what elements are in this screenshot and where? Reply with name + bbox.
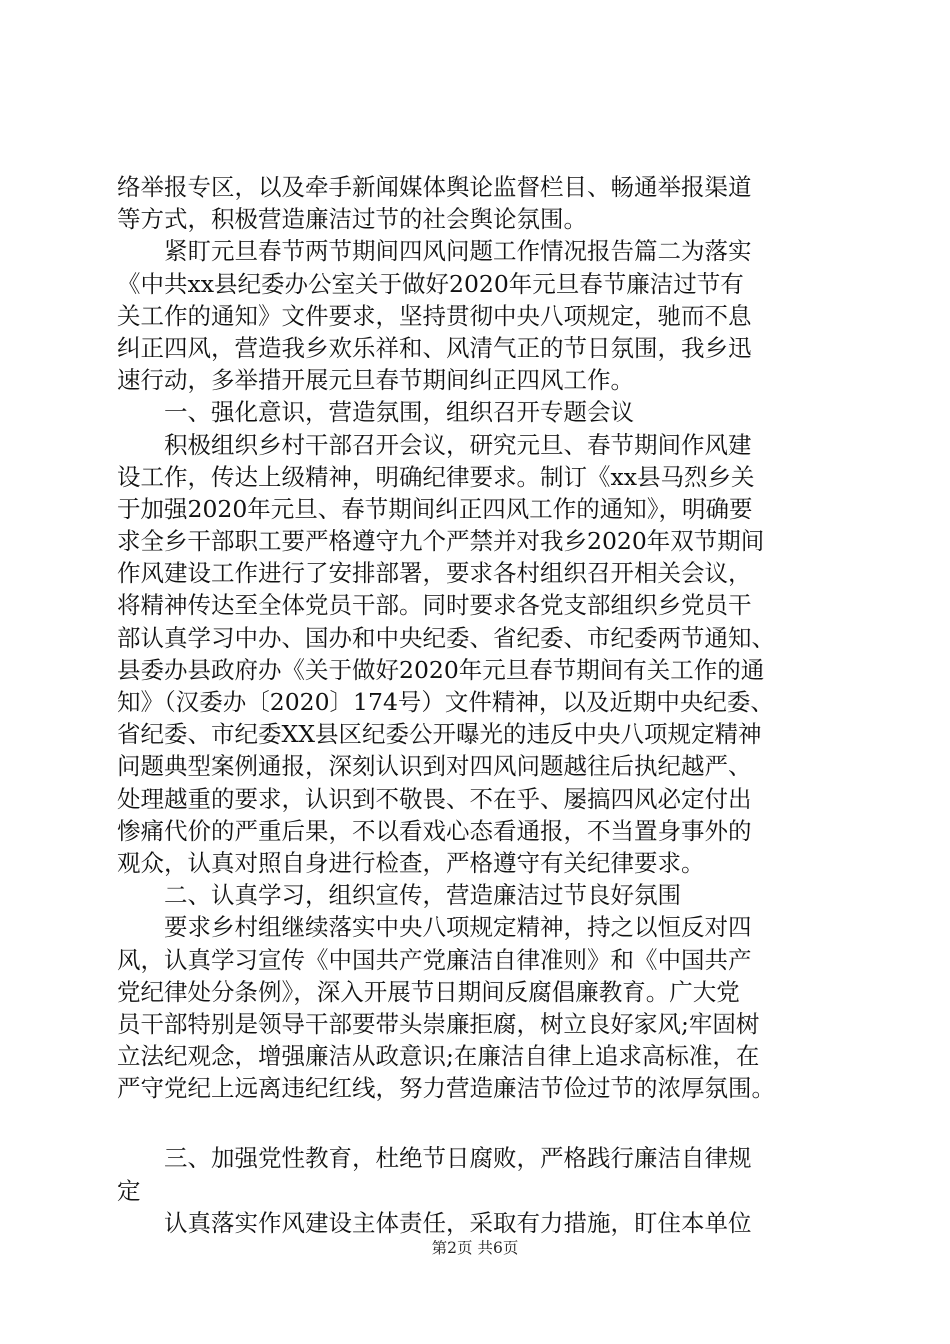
text-line: 问题典型案例通报，深刻认识到对四风问题越往后执纪越严、 — [117, 752, 752, 781]
text-line: 县委办县政府办《关于做好2020年元旦春节期间有关工作的通 — [117, 655, 765, 684]
text-line: 等方式，积极营造廉洁过节的社会舆论氛围。 — [117, 205, 587, 234]
text-line: 处理越重的要求，认识到不敬畏、不在乎、屡搞四风必定付出 — [117, 784, 752, 813]
text-line: 党纪律处分条例》，深入开展节日期间反腐倡廉教育。广大党 — [117, 977, 740, 1006]
paragraph-start: 紧盯元旦春节两节期间四风问题工作情况报告篇二为落实 — [164, 237, 752, 266]
text-line: 严守党纪上远离违纪红线，努力营造廉洁节俭过节的浓厚氛围。 — [117, 1074, 775, 1103]
text-line: 部认真学习中办、国办和中央纪委、省纪委、市纪委两节通知、 — [117, 623, 775, 652]
text-line: 员干部特别是领导干部要带头崇廉拒腐，树立良好家风;牢固树 — [117, 1009, 760, 1038]
text-line: 风，认真学习宣传《中国共产党廉洁自律准则》和《中国共产 — [117, 945, 752, 974]
text-line: 速行动，多举措开展元旦春节期间纠正四风工作。 — [117, 366, 634, 395]
text-line: 于加强2020年元旦、春节期间纠正四风工作的通知》，明确要 — [117, 494, 753, 523]
text-line: 关工作的通知》文件要求，坚持贯彻中央八项规定，驰而不息 — [117, 301, 752, 330]
text-line: 将精神传达至全体党员干部。同时要求各党支部组织乡党员干 — [117, 591, 752, 620]
section-heading-3-continued: 定 — [117, 1176, 141, 1205]
text-line: 络举报专区，以及牵手新闻媒体舆论监督栏目、畅通举报渠道 — [117, 173, 752, 201]
text-line: 知》（汉委办〔2020〕174号）文件精神，以及近期中央纪委、 — [117, 688, 774, 716]
text-line: 惨痛代价的严重后果，不以看戏心态看通报，不当置身事外的 — [117, 816, 752, 845]
paragraph-gap — [117, 1104, 853, 1142]
text-line: 纠正四风，营造我乡欢乐祥和、风清气正的节日氛围，我乡迅 — [117, 333, 752, 362]
page-footer: 第2页 共6页 — [431, 1239, 519, 1257]
section-heading-2: 二、认真学习，组织宣传，营造廉洁过节良好氛围 — [164, 881, 681, 910]
text-line: 作风建设工作进行了安排部署，要求各村组织召开相关会议， — [117, 559, 752, 588]
text-line: 《中共xx县纪委办公室关于做好2020年元旦春节廉洁过节有 — [117, 269, 744, 298]
paragraph-start: 认真落实作风建设主体责任，采取有力措施，盯住本单位 — [164, 1208, 752, 1237]
text-line: 立法纪观念，增强廉洁从政意识;在廉洁自律上追求高标准，在 — [117, 1042, 760, 1071]
paragraph-start: 要求乡村组继续落实中央八项规定精神，持之以恒反对四 — [164, 913, 752, 942]
text-line: 省纪委、市纪委XX县区纪委公开曝光的违反中央八项规定精神 — [117, 720, 762, 749]
section-heading-3: 三、加强党性教育，杜绝节日腐败，严格践行廉洁自律规 — [164, 1144, 752, 1173]
text-line: 观众，认真对照自身进行检查，严格遵守有关纪律要求。 — [117, 848, 705, 877]
section-heading-1: 一、强化意识，营造氛围，组织召开专题会议 — [164, 398, 634, 427]
document-body — [117, 171, 853, 1239]
text-line: 求全乡干部职工要严格遵守九个严禁并对我乡2020年双节期间 — [117, 527, 765, 556]
paragraph-start: 积极组织乡村干部召开会议，研究元旦、春节期间作风建 — [164, 430, 752, 459]
text-line: 设工作，传达上级精神，明确纪律要求。制订《xx县马烈乡关 — [117, 462, 755, 491]
